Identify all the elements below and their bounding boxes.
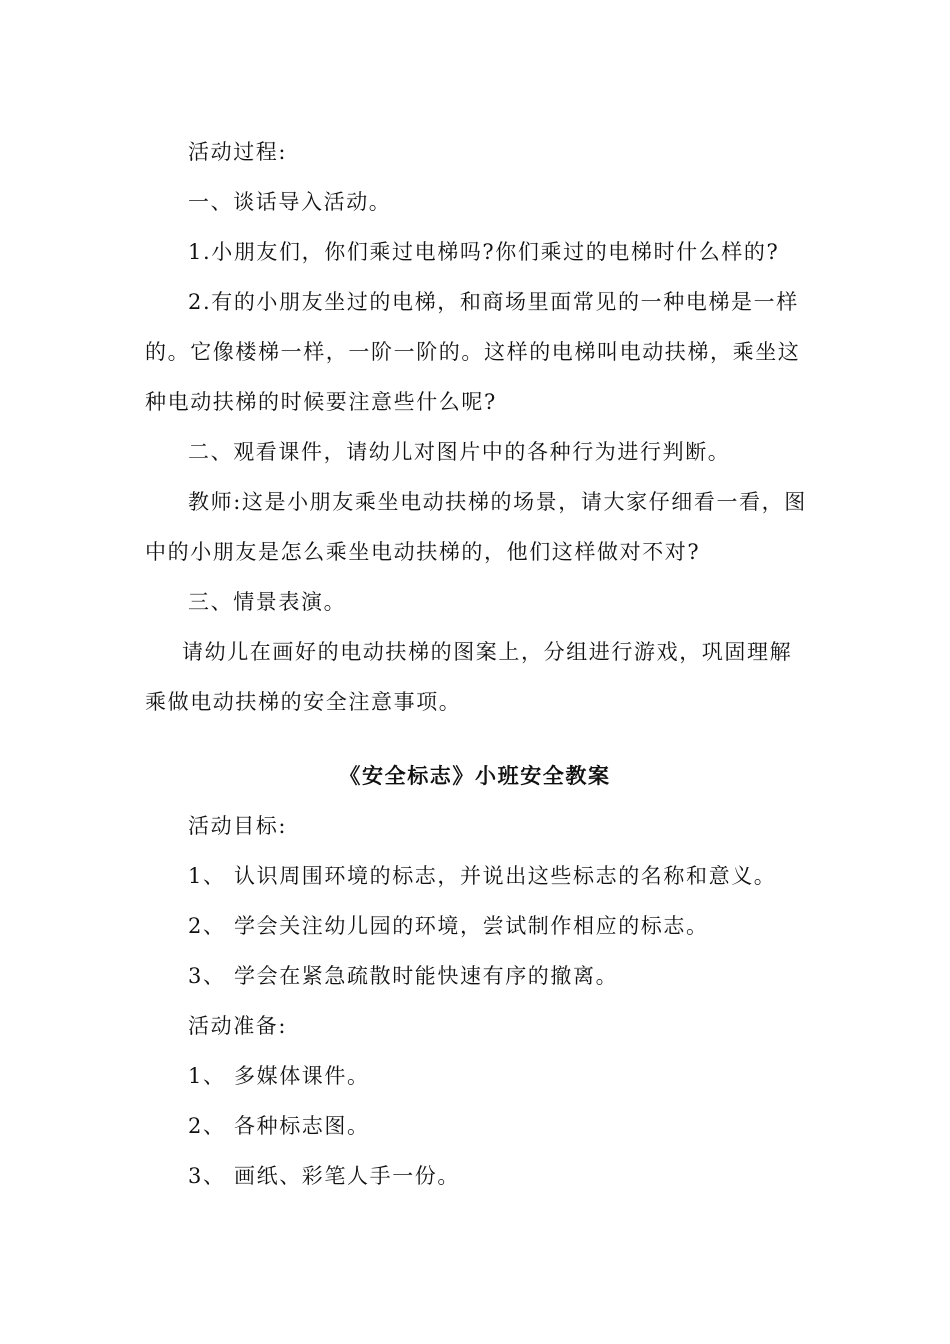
prep-item (188, 1112, 868, 1140)
goal-number: 2、 (188, 914, 226, 938)
step1-question2-line1: 2.有的小朋友坐过的电梯，和商场里面常见的一种电梯是一样 (188, 290, 799, 314)
step2-line2: 中的小朋友是怎么乘坐电动扶梯的，他们这样做对不对? (145, 540, 701, 564)
prep-number: 1、 (188, 1064, 226, 1088)
goal-item (188, 862, 868, 890)
prep-heading: 活动准备: (188, 1014, 288, 1038)
goal-text: 认识周围环境的标志，并说出这些标志的名称和意义。 (234, 864, 777, 888)
prep-text: 多媒体课件。 (234, 1064, 370, 1088)
step3-title: 三、情景表演。 (188, 590, 347, 614)
goal-text: 学会关注幼儿园的环境，尝试制作相应的标志。 (234, 914, 709, 938)
prep-item (188, 1162, 868, 1190)
activity-process-heading: 活动过程: (188, 140, 288, 164)
step1-title: 一、谈话导入活动。 (188, 190, 392, 214)
goal-text: 学会在紧急疏散时能快速有序的撤离。 (234, 964, 619, 988)
prep-number: 3、 (188, 1164, 226, 1188)
goal-number: 3、 (188, 964, 226, 988)
step1-question2-line3: 种电动扶梯的时候要注意些什么呢? (145, 390, 497, 414)
step1-question2-line2: 的。它像楼梯一样，一阶一阶的。这样的电梯叫电动扶梯，乘坐这 (145, 340, 801, 364)
prep-text: 画纸、彩笔人手一份。 (234, 1164, 460, 1188)
prep-text: 各种标志图。 (234, 1114, 370, 1138)
goal-number: 1、 (188, 864, 226, 888)
step1-question1: 1.小朋友们，你们乘过电梯吗?你们乘过的电梯时什么样的? (188, 240, 780, 264)
step3-line2: 乘做电动扶梯的安全注意事项。 (145, 690, 462, 714)
step2-line1: 教师:这是小朋友乘坐电动扶梯的场景，请大家仔细看一看，图 (188, 490, 807, 514)
lesson-title: 《安全标志》小班安全教案 (339, 763, 611, 788)
step3-line1: 请幼儿在画好的电动扶梯的图案上，分组进行游戏，巩固理解 (182, 640, 793, 664)
goal-item (188, 962, 868, 990)
goal-item (188, 912, 868, 940)
goals-heading: 活动目标: (188, 814, 288, 838)
step2-title: 二、观看课件，请幼儿对图片中的各种行为进行判断。 (188, 440, 731, 464)
prep-number: 2、 (188, 1114, 226, 1138)
prep-item (188, 1062, 868, 1090)
